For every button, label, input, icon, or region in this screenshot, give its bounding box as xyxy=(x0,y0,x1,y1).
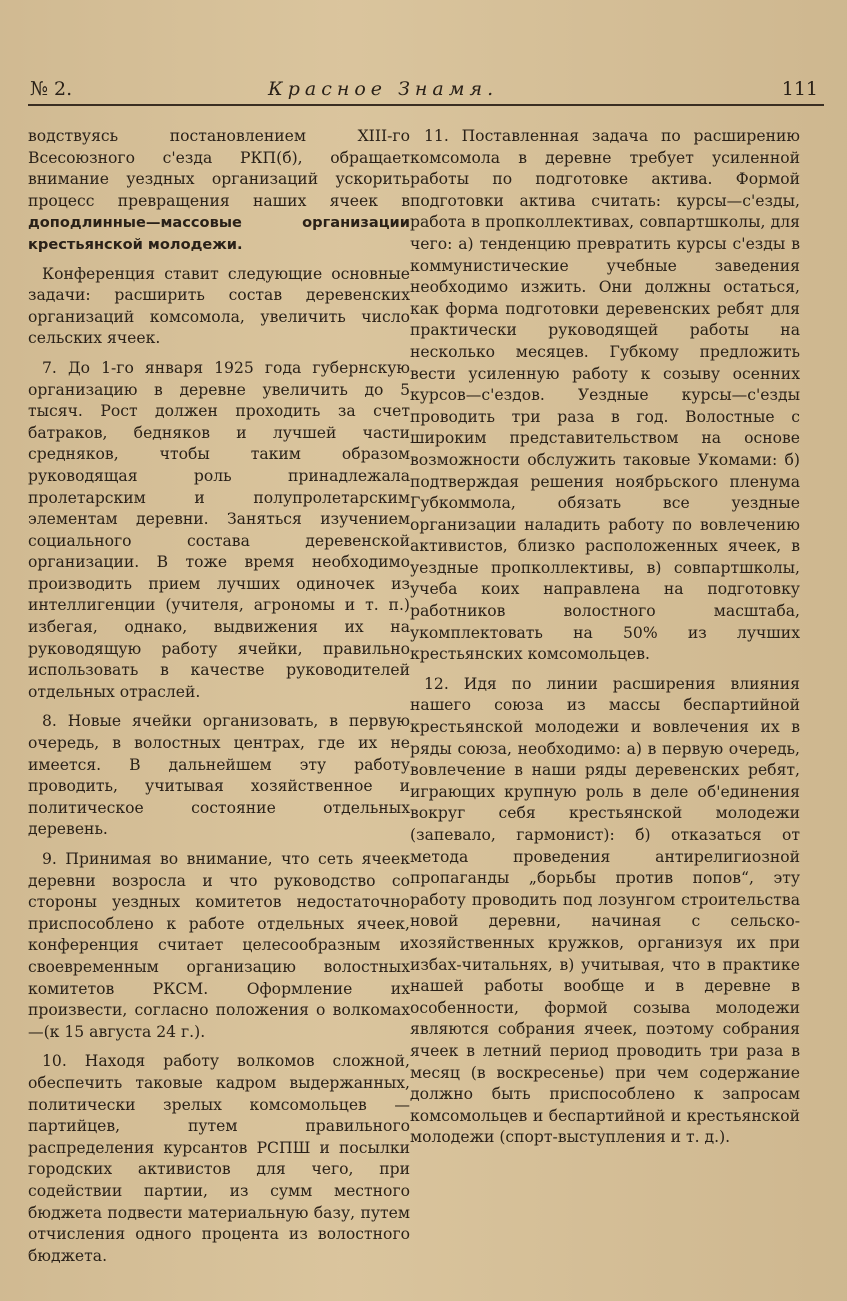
header-rule xyxy=(28,104,824,106)
paragraph-text: водствуясь постановлением XIII-го Всесоюзного с'езда РКП(б), обращает внимание уездных организаций ускорить процесс превращения наших ячеек в xyxy=(28,127,410,210)
left-column xyxy=(28,126,410,1275)
page-header xyxy=(28,74,818,104)
page-number: 111 xyxy=(781,78,818,100)
paragraph-10: 10. Находя работу волкомов сложной, обеспечить таковые кадром выдержанных, политически зрелых комсомольцев — партийцев, путем правильного распределения курсантов РСПШ и посылки городских активистов для чего, при содействии партии, из сумм местного бюджета подвести материальную базу, путем отчисления одного процента из волостного бюджета. xyxy=(28,1052,410,1265)
paragraph-tasks: Конференция ставит следующие основные задачи: расширить состав деревенских организаций комсомола, увеличить число сельских ячеек. xyxy=(28,264,410,348)
paragraph-8: 8. Новые ячейки организовать, в первую очередь, в волостных центрах, где их не имеется. В дальнейшем эту работу проводить, учитывая хозяйственное и политическое состояние отдельных деревень. xyxy=(28,712,410,839)
paragraph-11: 11. Поставленная задача по расширению комсомола в деревне требует усиленной работы по подготовке актива. Формой подготовки актива считать: курсы—с'езды, работа в пропколлективах, совпартшколы, для чего: а) тенденцию превратить курсы с'езды в коммунистические учебные заведения необходимо изжить. Они должны остаться, как форма подготовки деревенских ребят для практически руководящей работы на несколько месяцев. Губкому предложить вести усиленную работу к созыву осенних курсов—с'ездов. Уездные курсы—с'езды проводить три раза в год. Волостные с широким представительством на основе возможности обслужить таковые Укомами: б) подтверждая решения ноябрьского пленума Губкоммола, обязать все уездные организации наладить работу по вовлечению активистов, близко расположенных ячеек, в уездные пропколлективы, в) совпартшколы, учеба коих направлена на подготовку работников волостного масштаба, укомплектовать на 50% из лучших крестьянских комсомольцев. xyxy=(410,127,800,664)
bold-phrase: доподлинные—массовые организации крестьянской молодежи. xyxy=(28,214,410,253)
paragraph-12: 12. Идя по линии расширения влияния нашего союза из массы беспартийной крестьянской молодежи и вовлечения их в ряды союза, необходимо: а) в первую очередь, вовлечение в наши ряды деревенских ребят, играющих крупную роль в деле об'единения вокруг себя крестьянской молодежи (запевало, гармонист): б) отказаться от метода проведения антирелигиозной пропаганды „борьбы против попов“, эту работу проводить под лозунгом строительства новой деревни, начиная с сельско-хозяйственных кружков, организуя их при избах-читальнях, в) учитывая, что в практике нашей работы вообще и в деревне в особенности, формой созыва молодежи являются собрания ячеек, поэтому собрания ячеек в летний период проводить три раза в месяц (в воскресенье) при чем содержание должно быть приспособлено к запросам комсомольцев и беспартийной и крестьянской молодежи (спорт-выступления и т. д.). xyxy=(410,674,800,1147)
paragraph-9: 9. Принимая во внимание, что сеть ячеек деревни возросла и что руководство со стороны уездных комитетов недостаточно приспособлено к работе отдельных ячеек, конференция считает целесообразным и своевременным организацию волостных комитетов РКСМ. Оформление их произвести, согласно положения о волкомах—(к 15 августа 24 г.). xyxy=(28,850,410,1041)
paragraph-continuation xyxy=(28,126,410,256)
issue-number: № 2. xyxy=(30,78,73,100)
right-column xyxy=(410,126,800,1157)
paragraph-7: 7. До 1-го января 1925 года губернскую организацию в деревне увеличить до 5 тысяч. Рост должен проходить за счет батраков, бедняков и лучшей части средняков, чтобы таким образом руководящая роль принадлежала пролетарским и полупролетарским элементам деревни. Заняться изучением социального состава деревенской организации. В тоже время необходимо производить прием лучших одиночек из интеллигенции (учителя, агрономы и т. п.) избегая, однако, выдвижения их на руководящую работу ячейки, правильно использовать в качестве руководителей отдельных отраслей. xyxy=(28,358,410,701)
newspaper-title: Красное Знамя. xyxy=(268,78,499,100)
